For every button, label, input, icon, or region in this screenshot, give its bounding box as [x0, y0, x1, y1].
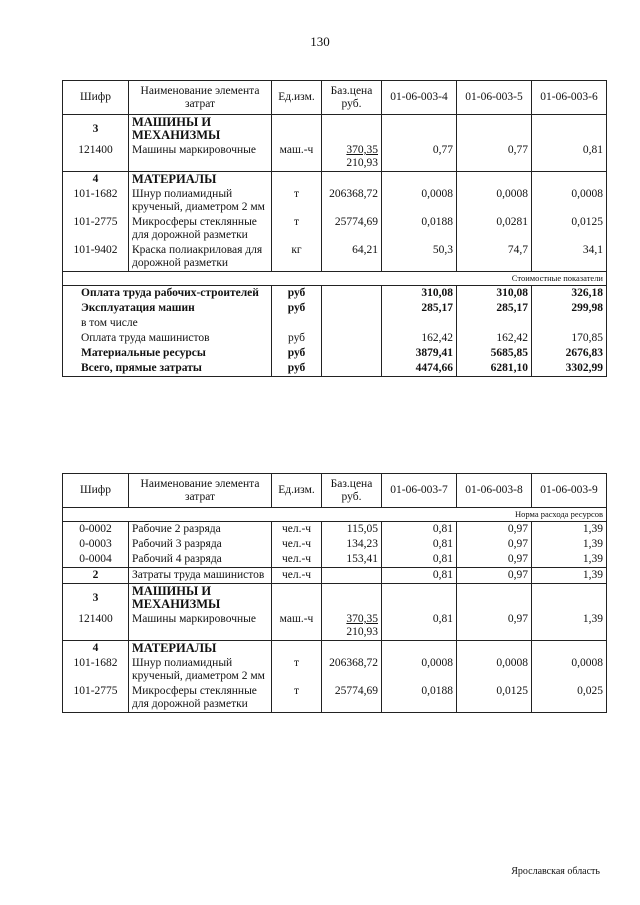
table-row	[63, 684, 607, 713]
row-code: 101-1682	[63, 656, 129, 684]
section-header-row	[63, 641, 607, 657]
row-unit: маш.-ч	[272, 612, 322, 641]
total-unit: руб	[272, 331, 322, 346]
header-price: Баз.цена руб.	[322, 81, 382, 115]
row-price-secondary: 210,93	[346, 626, 378, 638]
row-value-2: 0,0125	[457, 684, 532, 713]
resource-norm-note: Норма расхода ресурсов	[63, 508, 607, 522]
total-name: Оплата труда рабочих-строителей	[63, 286, 272, 302]
total-value-2: 285,17	[457, 301, 532, 316]
cost-indicators-note: Стоимостные показатели	[63, 272, 607, 286]
row-price: 25774,69	[322, 215, 382, 243]
row-price	[322, 568, 382, 584]
row-value-2: 0,97	[457, 522, 532, 538]
header-col1: 01-06-003-7	[382, 474, 457, 508]
table-row	[63, 243, 607, 272]
total-value-2: 310,08	[457, 286, 532, 302]
table-row	[63, 537, 607, 552]
table-header-row	[63, 474, 607, 508]
row-value-2: 0,97	[457, 568, 532, 584]
row-price: 153,41	[322, 552, 382, 568]
row-value-3: 0,0008	[532, 656, 607, 684]
row-value-1: 0,0008	[382, 187, 457, 215]
row-name: Рабочие 2 разряда	[129, 522, 272, 538]
section-code: 3	[63, 115, 129, 144]
section-title: МАТЕРИАЛЫ	[129, 172, 272, 188]
row-code: 0-0002	[63, 522, 129, 538]
row-value-1: 50,3	[382, 243, 457, 272]
total-value-2: 6281,10	[457, 361, 532, 377]
row-name: Затраты труда машинистов	[129, 568, 272, 584]
row-value-3: 34,1	[532, 243, 607, 272]
row-code: 121400	[63, 612, 129, 641]
total-row	[63, 361, 607, 377]
section-header-row	[63, 115, 607, 144]
cost-table-2	[62, 473, 607, 713]
section-code: 4	[63, 641, 129, 657]
row-name: Машины маркировочные	[129, 612, 272, 641]
row-name: Шнур полиамидный крученый, диаметром 2 мм	[129, 187, 272, 215]
row-value-2: 0,97	[457, 612, 532, 641]
row-value-2: 0,0008	[457, 187, 532, 215]
row-value-2: 0,97	[457, 552, 532, 568]
section-title: МАШИНЫ И МЕХАНИЗМЫ	[129, 584, 272, 613]
section-title: МАТЕРИАЛЫ	[129, 641, 272, 657]
row-code: 0-0003	[63, 537, 129, 552]
total-value-3: 3302,99	[532, 361, 607, 377]
row-unit: т	[272, 656, 322, 684]
header-name: Наименование элемента затрат	[129, 81, 272, 115]
row-value-3: 1,39	[532, 568, 607, 584]
row-price-secondary: 210,93	[346, 157, 378, 169]
header-price: Баз.цена руб.	[322, 474, 382, 508]
total-row	[63, 346, 607, 361]
total-value-3: 299,98	[532, 301, 607, 316]
header-code: Шифр	[63, 81, 129, 115]
row-price: 64,21	[322, 243, 382, 272]
header-unit: Ед.изм.	[272, 474, 322, 508]
total-value-2: 5685,85	[457, 346, 532, 361]
table-row	[63, 143, 607, 172]
total-unit: руб	[272, 346, 322, 361]
row-unit: маш.-ч	[272, 143, 322, 172]
table-row	[63, 522, 607, 538]
row-value-1: 0,81	[382, 537, 457, 552]
row-name: Машины маркировочные	[129, 143, 272, 172]
table-row	[63, 187, 607, 215]
row-price: 25774,69	[322, 684, 382, 713]
row-value-2: 0,0281	[457, 215, 532, 243]
row-price: 206368,72	[322, 656, 382, 684]
row-unit: кг	[272, 243, 322, 272]
row-value-1: 0,0188	[382, 684, 457, 713]
row-value-3: 1,39	[532, 537, 607, 552]
total-row	[63, 301, 607, 316]
row-name: Рабочий 3 разряда	[129, 537, 272, 552]
note-row	[63, 508, 607, 522]
row-code: 101-9402	[63, 243, 129, 272]
table-row	[63, 552, 607, 568]
total-name: Всего, прямые затраты	[63, 361, 272, 377]
total-name: в том числе	[63, 316, 272, 331]
row-value-3: 0,0008	[532, 187, 607, 215]
table-header-row	[63, 81, 607, 115]
row-price: 115,05	[322, 522, 382, 538]
total-unit: руб	[272, 301, 322, 316]
note-row	[63, 272, 607, 286]
row-value-2: 0,0008	[457, 656, 532, 684]
table-row	[63, 656, 607, 684]
table-row	[63, 215, 607, 243]
total-name: Материальные ресурсы	[63, 346, 272, 361]
page-number: 130	[310, 34, 330, 49]
total-value-1: 3879,41	[382, 346, 457, 361]
region-footer: Ярославская область	[511, 866, 600, 877]
row-unit: чел.-ч	[272, 552, 322, 568]
row-value-3: 1,39	[532, 552, 607, 568]
row-value-1: 0,77	[382, 143, 457, 172]
row-value-2: 0,77	[457, 143, 532, 172]
table-row	[63, 612, 607, 641]
section-title: МАШИНЫ И МЕХАНИЗМЫ	[129, 115, 272, 144]
header-col1: 01-06-003-4	[382, 81, 457, 115]
row-value-1: 0,81	[382, 522, 457, 538]
cost-table-1	[62, 80, 607, 377]
total-value-1: 285,17	[382, 301, 457, 316]
total-name: Эксплуатация машин	[63, 301, 272, 316]
total-unit: руб	[272, 286, 322, 302]
total-value-3: 170,85	[532, 331, 607, 346]
total-value-3: 326,18	[532, 286, 607, 302]
row-unit: т	[272, 684, 322, 713]
row-code: 101-2775	[63, 684, 129, 713]
row-unit: чел.-ч	[272, 568, 322, 584]
total-value-1: 310,08	[382, 286, 457, 302]
row-name: Микросферы стеклянные для дорожной разметки	[129, 215, 272, 243]
row-value-3: 1,39	[532, 522, 607, 538]
total-row	[63, 316, 607, 331]
row-value-2: 0,97	[457, 537, 532, 552]
row-code: 101-2775	[63, 215, 129, 243]
header-col3: 01-06-003-6	[532, 81, 607, 115]
total-value-2: 162,42	[457, 331, 532, 346]
header-unit: Ед.изм.	[272, 81, 322, 115]
header-col2: 01-06-003-5	[457, 81, 532, 115]
row-value-3: 0,81	[532, 143, 607, 172]
row-unit: чел.-ч	[272, 522, 322, 538]
row-unit: т	[272, 187, 322, 215]
row-unit: чел.-ч	[272, 537, 322, 552]
row-unit: т	[272, 215, 322, 243]
row-name: Шнур полиамидный крученый, диаметром 2 мм	[129, 656, 272, 684]
row-code: 2	[63, 568, 129, 584]
header-code: Шифр	[63, 474, 129, 508]
section-header-row	[63, 584, 607, 613]
row-price: 206368,72	[322, 187, 382, 215]
row-code: 101-1682	[63, 187, 129, 215]
row-value-3: 0,0125	[532, 215, 607, 243]
section-header-row	[63, 172, 607, 188]
row-value-1: 0,81	[382, 612, 457, 641]
row-value-1: 0,0008	[382, 656, 457, 684]
row-price: 370,35	[346, 613, 378, 625]
total-row	[63, 286, 607, 302]
header-col2: 01-06-003-8	[457, 474, 532, 508]
section-code: 3	[63, 584, 129, 613]
row-code: 121400	[63, 143, 129, 172]
row-price: 370,35	[346, 144, 378, 156]
row-value-1: 0,81	[382, 552, 457, 568]
row-name: Рабочий 4 разряда	[129, 552, 272, 568]
total-row	[63, 331, 607, 346]
row-value-1: 0,0188	[382, 215, 457, 243]
header-name: Наименование элемента затрат	[129, 474, 272, 508]
row-price: 134,23	[322, 537, 382, 552]
row-name: Краска полиакриловая для дорожной разметки	[129, 243, 272, 272]
row-value-1: 0,81	[382, 568, 457, 584]
row-value-3: 0,025	[532, 684, 607, 713]
table-row	[63, 568, 607, 584]
total-unit: руб	[272, 361, 322, 377]
total-name: Оплата труда машинистов	[63, 331, 272, 346]
row-name: Микросферы стеклянные для дорожной разметки	[129, 684, 272, 713]
total-value-1: 4474,66	[382, 361, 457, 377]
row-code: 0-0004	[63, 552, 129, 568]
header-col3: 01-06-003-9	[532, 474, 607, 508]
row-value-2: 74,7	[457, 243, 532, 272]
row-value-3: 1,39	[532, 612, 607, 641]
total-value-3: 2676,83	[532, 346, 607, 361]
total-value-1: 162,42	[382, 331, 457, 346]
section-code: 4	[63, 172, 129, 188]
